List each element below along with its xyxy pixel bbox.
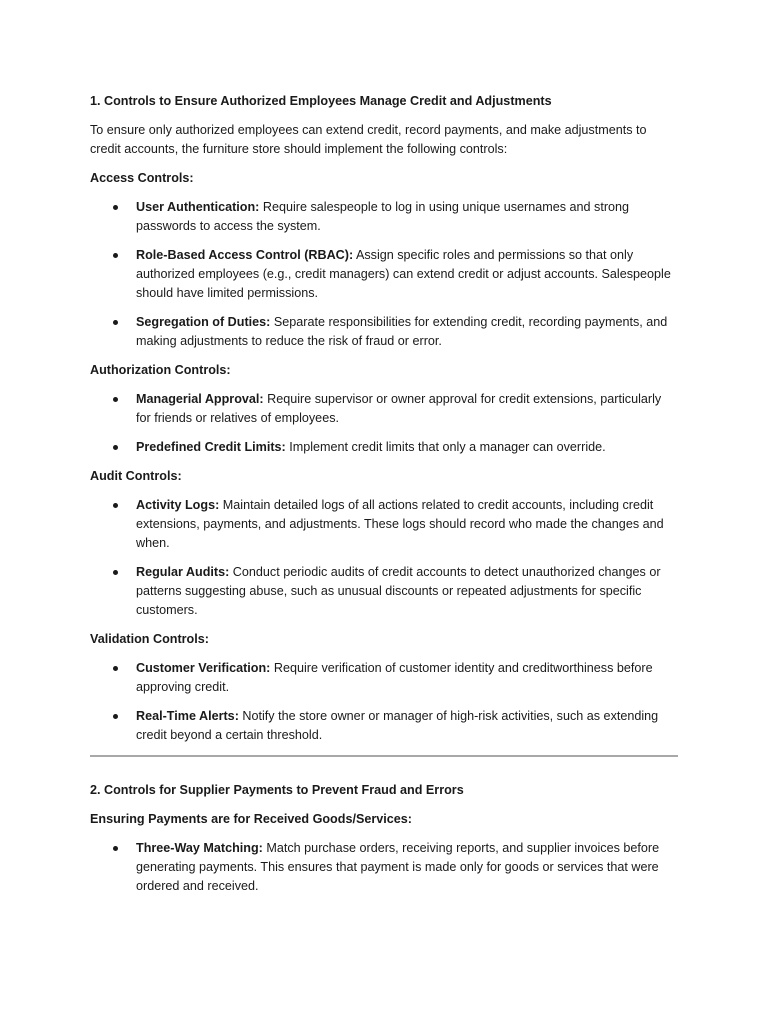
item-text: Require salespeople to log in using unique usernames and strong passwords to access the system. xyxy=(136,200,630,233)
list-item xyxy=(90,839,678,896)
item-term: Predefined Credit Limits: xyxy=(136,440,286,454)
item-text: Match purchase orders, receiving reports, and supplier invoices before generating payments. This ensures that payment is made only for goods or services that were ordered and received. xyxy=(136,841,660,893)
bullet-icon xyxy=(113,205,118,210)
access-controls-list xyxy=(90,198,678,351)
list-item xyxy=(90,313,678,351)
item-term: Segregation of Duties: xyxy=(136,315,271,329)
item-text: Implement credit limits that only a manager can override. xyxy=(285,440,606,454)
validation-controls-list xyxy=(90,659,678,745)
validation-controls-heading: Validation Controls: xyxy=(90,632,209,646)
document-body xyxy=(90,92,678,906)
section-1-heading: 1. Controls to Ensure Authorized Employees Manage Credit and Adjustments xyxy=(90,94,552,108)
item-text: Require verification of customer identity and creditworthiness before approving credit. xyxy=(136,661,653,694)
access-controls-heading: Access Controls: xyxy=(90,171,194,185)
authorization-controls-list xyxy=(90,390,678,457)
list-item xyxy=(90,246,678,303)
item-text: Notify the store owner or manager of high-risk activities, such as extending credit beyond a certain threshold. xyxy=(136,709,659,742)
section-2-heading: 2. Controls for Supplier Payments to Prevent Fraud and Errors xyxy=(90,783,464,797)
item-term: Regular Audits: xyxy=(136,565,230,579)
bullet-icon xyxy=(113,320,118,325)
item-text: Conduct periodic audits of credit accounts to detect unauthorized changes or patterns suggesting abuse, such as unusual discounts or repeated adjustments for specific customers. xyxy=(136,565,661,617)
list-item xyxy=(90,563,678,620)
section-1-intro: To ensure only authorized employees can extend credit, record payments, and make adjustments to credit accounts, the furniture store should implement the following controls: xyxy=(90,123,647,156)
item-term: Managerial Approval: xyxy=(136,392,264,406)
list-item xyxy=(90,496,678,553)
item-term: Three-Way Matching: xyxy=(136,841,263,855)
list-item xyxy=(90,659,678,697)
received-goods-heading: Ensuring Payments are for Received Goods/Services: xyxy=(90,812,412,826)
list-item xyxy=(90,198,678,236)
audit-controls-list xyxy=(90,496,678,620)
audit-controls-heading: Audit Controls: xyxy=(90,469,182,483)
item-term: Activity Logs: xyxy=(136,498,220,512)
bullet-icon xyxy=(113,666,118,671)
item-term: Role-Based Access Control (RBAC): xyxy=(136,248,354,262)
list-item xyxy=(90,390,678,428)
item-text: Assign specific roles and permissions so that only authorized employees (e.g., credit managers) can extend credit or adjust accounts. Salespeople should have limited permissions. xyxy=(136,248,671,300)
item-text: Require supervisor or owner approval for credit extensions, particularly for friends or relatives of employees. xyxy=(136,392,662,425)
item-term: Real-Time Alerts: xyxy=(136,709,239,723)
bullet-icon xyxy=(113,846,118,851)
bullet-icon xyxy=(113,570,118,575)
received-goods-list xyxy=(90,839,678,896)
section-divider xyxy=(90,755,678,757)
bullet-icon xyxy=(113,503,118,508)
item-term: Customer Verification: xyxy=(136,661,271,675)
bullet-icon xyxy=(113,397,118,402)
item-text: Maintain detailed logs of all actions related to credit accounts, including credit extensions, payments, and adjustments. These logs should record who made the changes and when. xyxy=(136,498,664,550)
list-item xyxy=(90,438,678,457)
list-item xyxy=(90,707,678,745)
item-text: Separate responsibilities for extending credit, recording payments, and making adjustments to reduce the risk of fraud or error. xyxy=(136,315,668,348)
item-term: User Authentication: xyxy=(136,200,260,214)
bullet-icon xyxy=(113,253,118,258)
authorization-controls-heading: Authorization Controls: xyxy=(90,363,231,377)
bullet-icon xyxy=(113,445,118,450)
bullet-icon xyxy=(113,714,118,719)
